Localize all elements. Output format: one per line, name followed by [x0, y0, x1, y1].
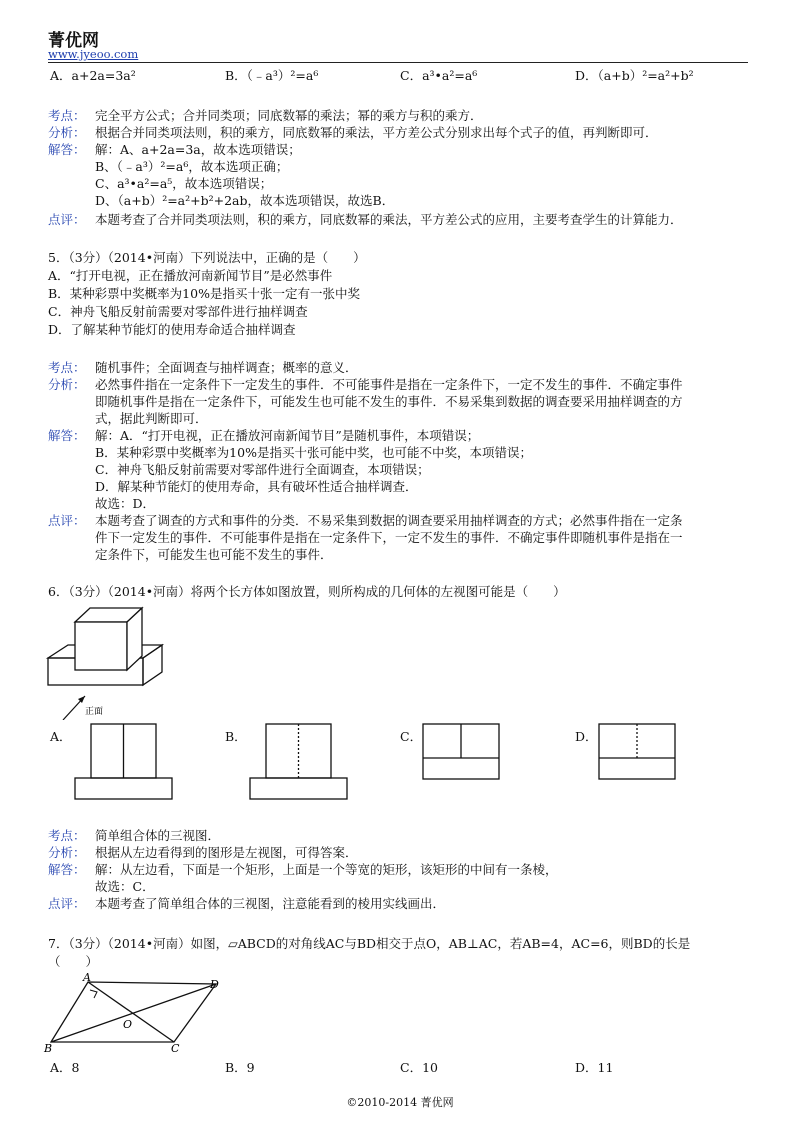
page-footer: ©2010-2014 菁优网 — [346, 1096, 454, 1109]
q6-figure — [45, 600, 175, 720]
q4-jieda-line: C、a³•a²=a⁵，故本选项错误； — [95, 176, 273, 191]
q7-parallelogram-figure — [43, 970, 233, 1055]
q5-jieda-label: 解答： — [48, 428, 86, 443]
q7-point-a: A — [83, 971, 91, 984]
q4-fenxi-label: 分析： — [48, 125, 86, 140]
q5-jieda-line: C．神舟飞船反射前需要对零部件进行全面调查，本项错误； — [95, 462, 430, 477]
q4-option-d: D．（a+b）²=a²+b² — [575, 68, 694, 83]
q4-kaodian-label: 考点： — [48, 108, 86, 123]
q4-option-c: C．a³•a²=a⁶ — [400, 68, 478, 83]
q5-jieda-line: 故选：D． — [95, 496, 156, 511]
q5-dianping-line: 定条件下，可能发生也可能不发生的事件． — [95, 547, 333, 562]
site-url-link[interactable]: www.jyeoo.com — [48, 47, 139, 61]
q7-option-b: B．9 — [225, 1060, 255, 1075]
q7-right-angle-mark — [90, 990, 97, 998]
q6-option-a-letter: A． — [50, 729, 72, 744]
q5-stem: 5．（3分）（2014•河南）下列说法中，正确的是（ ） — [48, 250, 366, 265]
q6-option-c-view — [421, 722, 503, 782]
q6-kaodian-label: 考点： — [48, 828, 86, 843]
q5-dianping-label: 点评： — [48, 513, 86, 528]
q4-jieda-label: 解答： — [48, 142, 86, 157]
q6-jieda-line: 故选：C． — [95, 879, 155, 894]
q7-option-a: A．8 — [50, 1060, 80, 1075]
q5-fenxi-line: 即随机事件是指在一定条件下，可能发生也可能不发生的事件．不易采集到数据的调查要采用抽样调查的方 — [95, 394, 683, 409]
q5-option-b: B．某种彩票中奖概率为10%是指买十张一定有一张中奖 — [48, 286, 360, 301]
q6-figure-label: 正面 — [85, 707, 104, 717]
q6-option-d-view — [597, 722, 679, 782]
q4-dianping: 本题考查了合并同类项法则，积的乘方，同底数幂的乘法，平方差公式的应用，主要考查学生的计算能力． — [95, 212, 683, 227]
q7-option-c: C．10 — [400, 1060, 438, 1075]
q5-jieda-line: B．某种彩票中奖概率为10%是指买十张可能中奖，也可能不中奖，本项错误； — [95, 445, 532, 460]
q7-diagonal-ac — [88, 982, 174, 1042]
q4-dianping-label: 点评： — [48, 212, 86, 227]
q6-slab-side — [143, 645, 162, 685]
q6-dianping-label: 点评： — [48, 896, 86, 911]
q5-dianping-line: 本题考查了调查的方式和事件的分类．不易采集到数据的调查要采用抽样调查的方式；必然事件指在一定条 — [95, 513, 683, 528]
q5-fenxi-line: 式，据此判断即可． — [95, 411, 208, 426]
q5-dianping-line: 件下一定发生的事件．不可能事件是指在一定条件下，一定不发生的事件．不确定事件即随机事件是指在一 — [95, 530, 683, 545]
q7-point-o: O — [123, 1018, 133, 1031]
q7-stem-line: （ ） — [48, 954, 99, 969]
q5-fenxi-label: 分析： — [48, 377, 86, 392]
q7-point-d: D — [210, 978, 219, 991]
q5-option-d: D．了解某种节能灯的使用寿命适合抽样调查 — [48, 322, 296, 337]
q7-diagonal-bd — [51, 984, 216, 1042]
q4-jieda-line: 解：A、a+2a=3a，故本选项错误； — [95, 142, 301, 157]
q6-fenxi-label: 分析： — [48, 845, 86, 860]
q4-option-b: B．（﹣a³）²=a⁶ — [225, 68, 319, 83]
q7-option-d: D．11 — [575, 1060, 614, 1075]
q7-stem-line: 7．（3分）（2014•河南）如图，▱ABCD的对角线AC与BD相交于点O，AB⊥AC，若AB=4，AC=6，则BD的长是 — [48, 936, 691, 951]
q6-option-b-letter: B． — [225, 729, 247, 744]
q6-cube-side — [127, 608, 142, 670]
q4-jieda-line: B、（﹣a³）²=a⁶，故本选项正确； — [95, 159, 289, 174]
q4-jieda-line: D、（a+b）²=a²+b²+2ab，故本选项错误，故选B． — [95, 193, 395, 208]
q6-dianping: 本题考查了简单组合体的三视图，注意能看到的棱用实线画出． — [95, 896, 446, 911]
q6-option-a-view — [73, 722, 183, 802]
q5-jieda-line: D．解某种节能灯的使用寿命，具有破坏性适合抽样调查． — [95, 479, 418, 494]
q7-point-b: B — [44, 1042, 53, 1055]
q5-option-a: A．“打开电视，正在播放河南新闻节目”是必然事件 — [48, 268, 333, 283]
q4-fenxi: 根据合并同类项法则，积的乘方，同底数幂的乘法，平方差公式分别求出每个式子的值，再判断即可． — [95, 125, 658, 140]
q7-point-c: C — [171, 1042, 180, 1055]
q4-kaodian: 完全平方公式；合并同类项；同底数幂的乘法；幂的乘方与积的乘方． — [95, 108, 483, 123]
q6-cube-front — [75, 622, 127, 670]
q6-kaodian: 简单组合体的三视图． — [95, 828, 221, 843]
q6-option-c-letter: C． — [400, 729, 423, 744]
q5-option-c: C．神舟飞船反射前需要对零部件进行抽样调查 — [48, 304, 308, 319]
q6-jieda-line: 解：从左边看，下面是一个矩形，上面是一个等宽的矩形，该矩形的中间有一条棱， — [95, 862, 558, 877]
q6-option-b-view — [248, 722, 358, 802]
q5-kaodian: 随机事件；全面调查与抽样调查；概率的意义． — [95, 360, 358, 375]
q6-jieda-label: 解答： — [48, 862, 86, 877]
q6-fenxi: 根据从左边看得到的图形是左视图，可得答案． — [95, 845, 358, 860]
q5-fenxi-line: 必然事件指在一定条件下一定发生的事件．不可能事件是指在一定条件下，一定不发生的事件．不确定事件 — [95, 377, 683, 392]
q6-stem: 6．（3分）（2014•河南）将两个长方体如图放置，则所构成的几何体的左视图可能是（ ） — [48, 584, 566, 599]
q5-kaodian-label: 考点： — [48, 360, 86, 375]
q5-jieda-line: 解：A．“打开电视，正在播放河南新闻节目”是随机事件，本项错误； — [95, 428, 480, 443]
q4-option-a: A．a+2a=3a² — [50, 68, 136, 83]
header-rule — [48, 62, 748, 63]
q6-option-d-letter: D． — [575, 729, 598, 744]
site-brand: 菁优网 — [48, 31, 99, 51]
